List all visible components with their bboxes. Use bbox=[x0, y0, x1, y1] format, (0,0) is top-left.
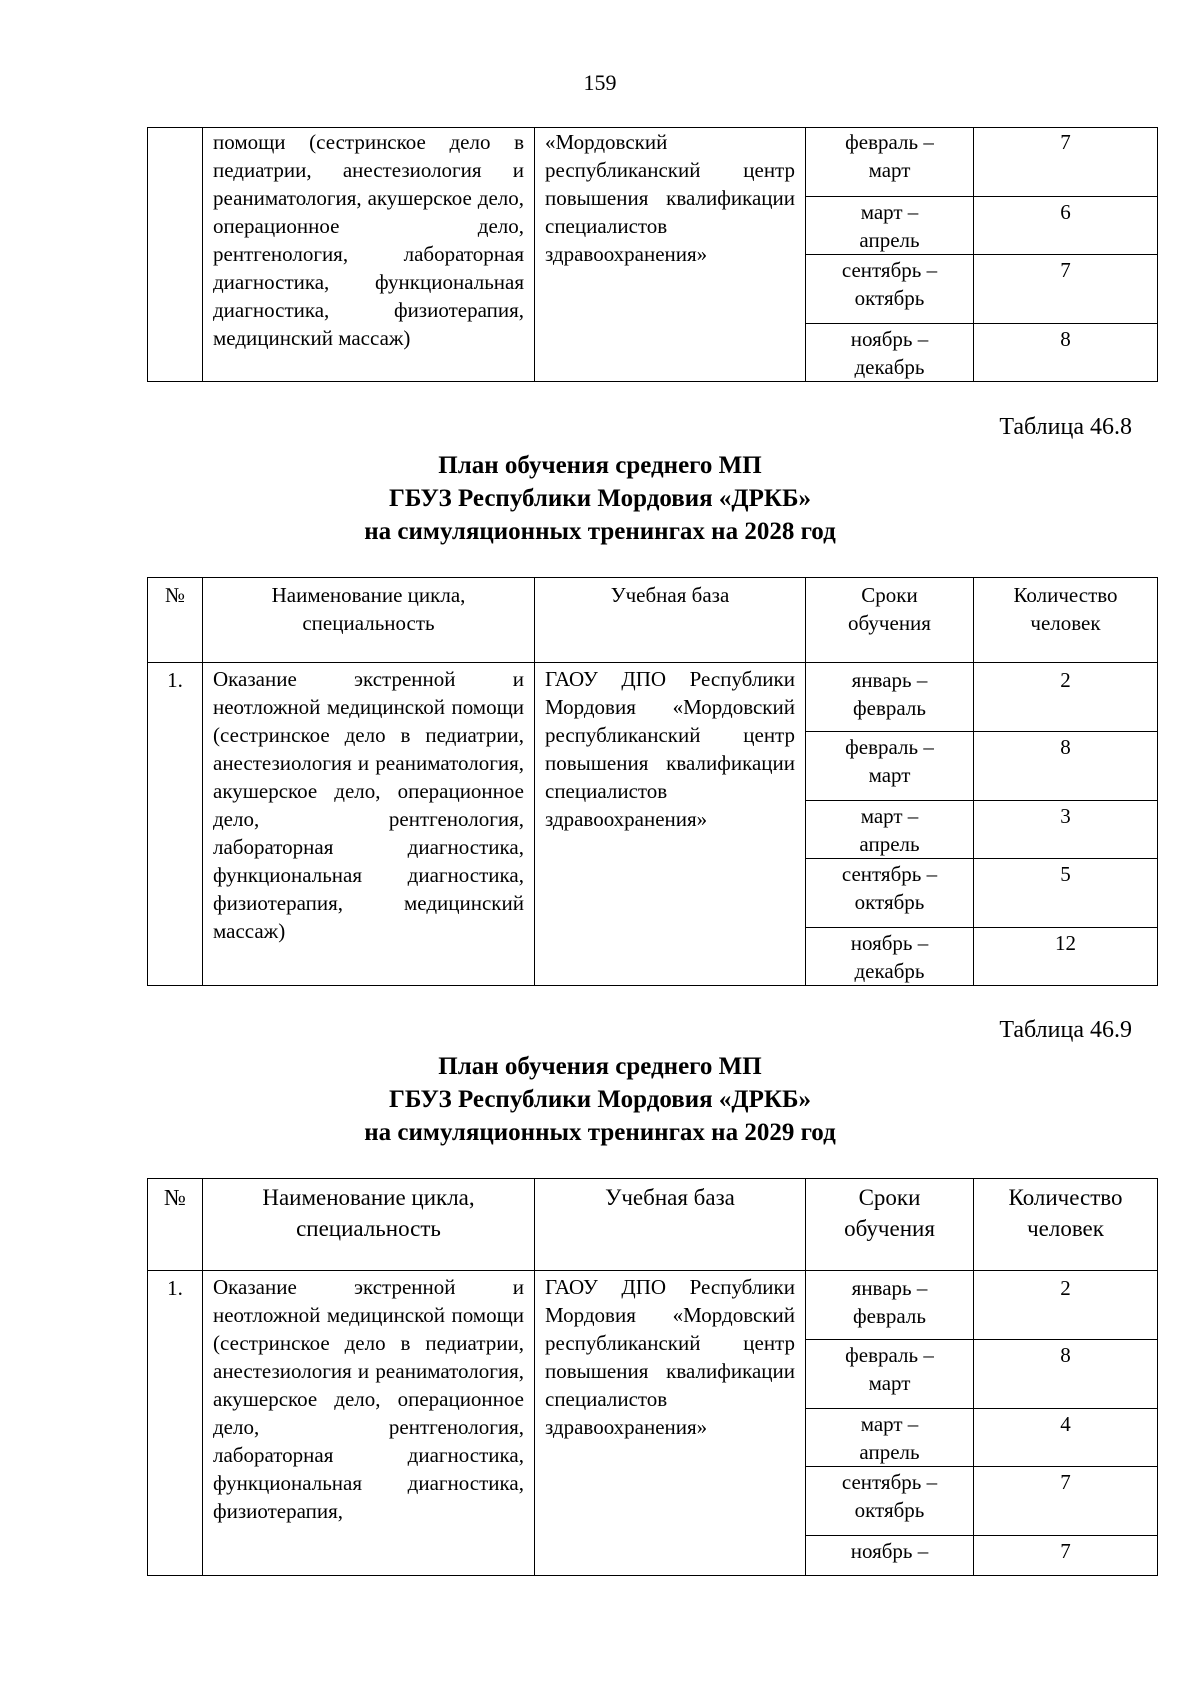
count-cell: 6 bbox=[974, 197, 1158, 255]
period-cell: март – апрель bbox=[806, 801, 974, 859]
header-num: № bbox=[148, 578, 203, 663]
table-label: Таблица 46.9 bbox=[999, 1017, 1132, 1043]
table-title: План обучения среднего МП ГБУЗ Республики Мордовия «ДРКБ» на симуляционных тренингах на 2029 год bbox=[364, 1053, 836, 1146]
period-cell: январь – февраль bbox=[806, 1271, 974, 1340]
table-title: План обучения среднего МП ГБУЗ Республики Мордовия «ДРКБ» на симуляционных тренингах на 2028 год bbox=[364, 452, 836, 545]
number-cell bbox=[148, 128, 203, 382]
header-term: Сроки обучения bbox=[806, 578, 974, 663]
period-cell: сентябрь – октябрь bbox=[806, 859, 974, 928]
count-cell: 2 bbox=[974, 663, 1158, 732]
period-cell: сентябрь – октябрь bbox=[806, 1467, 974, 1536]
count-cell: 7 bbox=[974, 1536, 1158, 1576]
count-cell: 8 bbox=[974, 324, 1158, 382]
header-term: Сроки обучения bbox=[806, 1179, 974, 1271]
row-number: 1. bbox=[148, 663, 203, 986]
period-cell: сентябрь – октябрь bbox=[806, 255, 974, 324]
header-count: Количество человек bbox=[974, 1179, 1158, 1271]
training-plan-table-2029 bbox=[147, 1178, 1158, 1576]
count-cell: 7 bbox=[974, 1467, 1158, 1536]
course-cell: Оказание экстренной и неотложной медицинской помощи (сестринское дело в педиатрии, анестезиология и реаниматология, акушерское дело, операционное дело, рентгенология, лабораторная диагностика, функциональная диагностика, физиотерапия, bbox=[203, 1271, 535, 1576]
course-cell: помощи (сестринское дело в педиатрии, анестезиология и реаниматология, акушерское дело, операционное дело, рентгенология, лабораторная диагностика, функциональная диагностика, физиотерапия, медицинский массаж) bbox=[203, 128, 535, 382]
period-cell: февраль – март bbox=[806, 128, 974, 197]
count-cell: 4 bbox=[974, 1409, 1158, 1467]
period-cell: ноябрь – bbox=[806, 1536, 974, 1576]
header-count: Количество человек bbox=[974, 578, 1158, 663]
base-cell: ГАОУ ДПО Республики Мордовия «Мордовский республиканский центр повышения квалификации специалистов здравоохранения» bbox=[535, 663, 806, 986]
table-label: Таблица 46.8 bbox=[999, 414, 1132, 440]
period-cell: февраль – март bbox=[806, 732, 974, 801]
period-cell: март – апрель bbox=[806, 1409, 974, 1467]
period-cell: январь – февраль bbox=[806, 663, 974, 732]
base-cell: «Мордовский республиканский центр повышения квалификации специалистов здравоохранения» bbox=[535, 128, 806, 382]
fragment-table bbox=[147, 127, 1158, 382]
header-name: Наименование цикла, специальность bbox=[203, 578, 535, 663]
count-cell: 12 bbox=[974, 928, 1158, 986]
base-cell: ГАОУ ДПО Республики Мордовия «Мордовский республиканский центр повышения квалификации специалистов здравоохранения» bbox=[535, 1271, 806, 1576]
header-base: Учебная база bbox=[535, 1179, 806, 1271]
count-cell: 5 bbox=[974, 859, 1158, 928]
count-cell: 8 bbox=[974, 1340, 1158, 1409]
header-name: Наименование цикла, специальность bbox=[203, 1179, 535, 1271]
header-num: № bbox=[148, 1179, 203, 1271]
row-number: 1. bbox=[148, 1271, 203, 1576]
period-cell: февраль – март bbox=[806, 1340, 974, 1409]
period-cell: ноябрь – декабрь bbox=[806, 324, 974, 382]
count-cell: 8 bbox=[974, 732, 1158, 801]
count-cell: 3 bbox=[974, 801, 1158, 859]
course-cell: Оказание экстренной и неотложной медицинской помощи (сестринское дело в педиатрии, анестезиология и реаниматология, акушерское дело, операционное дело, рентгенология, лабораторная диагностика, функциональная диагностика, физиотерапия, медицинский массаж) bbox=[203, 663, 535, 986]
period-cell: ноябрь – декабрь bbox=[806, 928, 974, 986]
period-cell: март – апрель bbox=[806, 197, 974, 255]
count-cell: 2 bbox=[974, 1271, 1158, 1340]
header-base: Учебная база bbox=[535, 578, 806, 663]
count-cell: 7 bbox=[974, 255, 1158, 324]
training-plan-table-2028 bbox=[147, 577, 1158, 986]
page-number: 159 bbox=[583, 70, 617, 95]
count-cell: 7 bbox=[974, 128, 1158, 197]
